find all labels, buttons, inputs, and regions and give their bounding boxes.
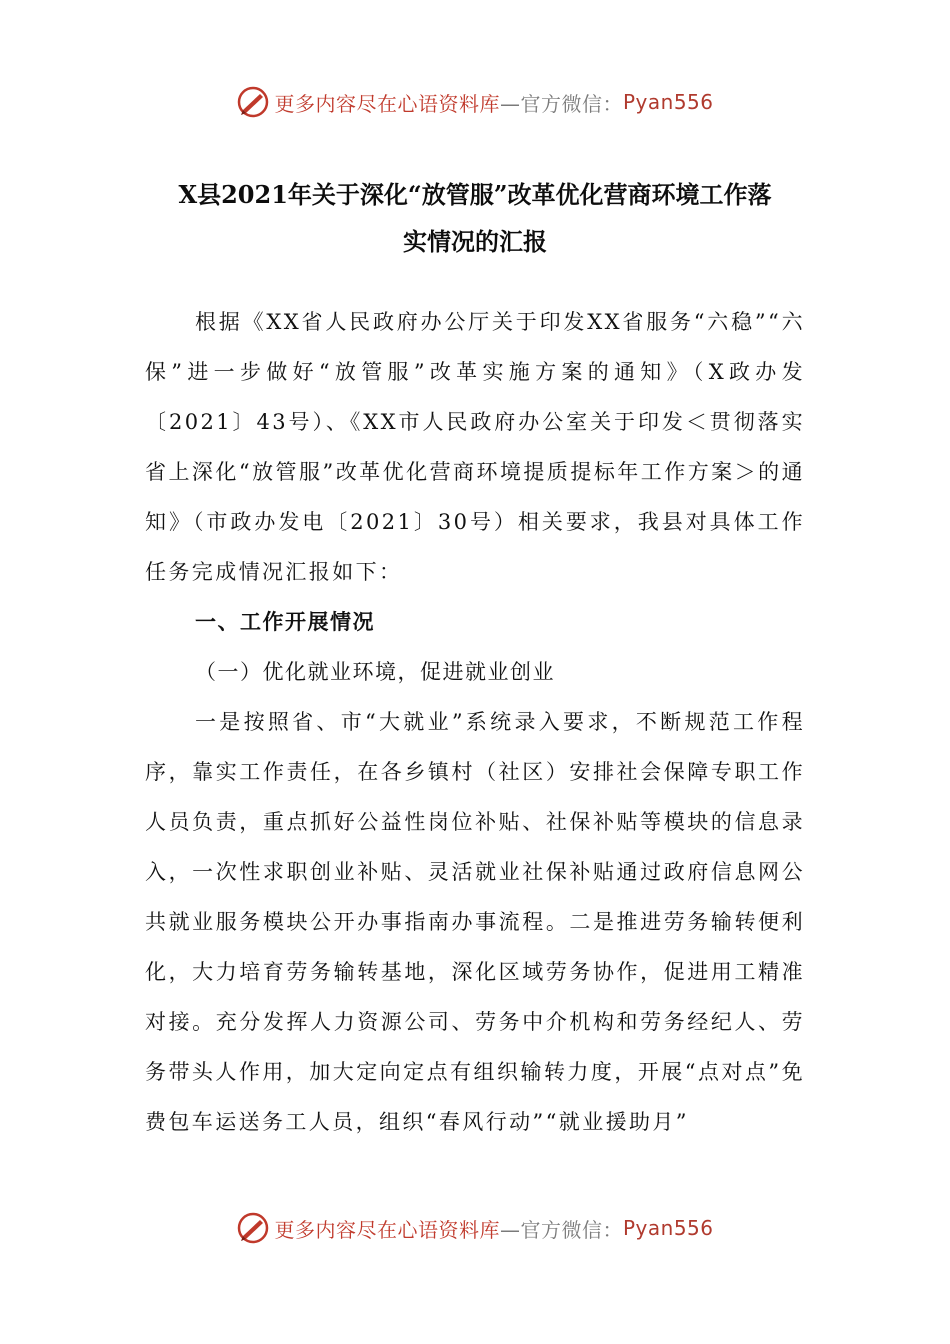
footer-watermark-banner — [0, 1208, 950, 1248]
document-body — [145, 297, 805, 1147]
body-paragraph: 一是按照省、市“大就业”系统录入要求，不断规范工作程序，靠实工作责任，在各乡镇村（社区）安排社会保障专职工作人员负责，重点抓好公益性岗位补贴、社保补贴等模块的信息录入，一次性求职创业补贴、灵活就业社保补贴通过政府信息网公共就业服务模块公开办事指南办事流程。二是推进劳务输转便利化，大力培育劳务输转基地，深化区域劳务协作，促进用工精准对接。充分发挥人力资源公司、劳务中介机构和劳务经纪人、劳务带头人作用，加大定向定点有组织输转力度，开展“点对点”免费包车运送务工人员，组织“春风行动”“就业援助月” — [145, 710, 805, 1134]
subsection-heading: （一）优化就业环境，促进就业创业 — [195, 660, 555, 684]
banner-wechat-label: —官方微信： — [499, 91, 623, 116]
document-title-line-1: X县2021年关于深化“放管服”改革优化营商环境工作落 — [178, 180, 772, 209]
intro-paragraph: 根据《XX省人民政府办公厅关于印发XX省服务“六稳”“六保”进一步做好“放管服”改革实施方案的通知》（X政办发〔2021〕43号）、《XX市人民政府办公室关于印发＜贯彻落实省上深化“放管服”改革优化营商环境提质提标年工作方案＞的通知》（市政办发电〔2021〕30号）相关要求，我县对具体工作任务完成情况汇报如下： — [145, 310, 805, 584]
banner-site-name: 更多内容尽在心语资料库 — [274, 91, 500, 116]
banner-wechat-id: Pyan556 — [622, 1216, 714, 1240]
banner-wechat-label: —官方微信： — [499, 1217, 623, 1242]
banner-wechat-id: Pyan556 — [622, 90, 714, 114]
banner-site-name: 更多内容尽在心语资料库 — [274, 1217, 500, 1242]
pen-logo-icon — [236, 85, 270, 119]
pen-logo-icon — [236, 1211, 270, 1245]
document-title-line-2: 实情况的汇报 — [403, 227, 547, 256]
section-heading: 一、工作开展情况 — [195, 610, 375, 634]
header-watermark-banner — [0, 82, 950, 122]
